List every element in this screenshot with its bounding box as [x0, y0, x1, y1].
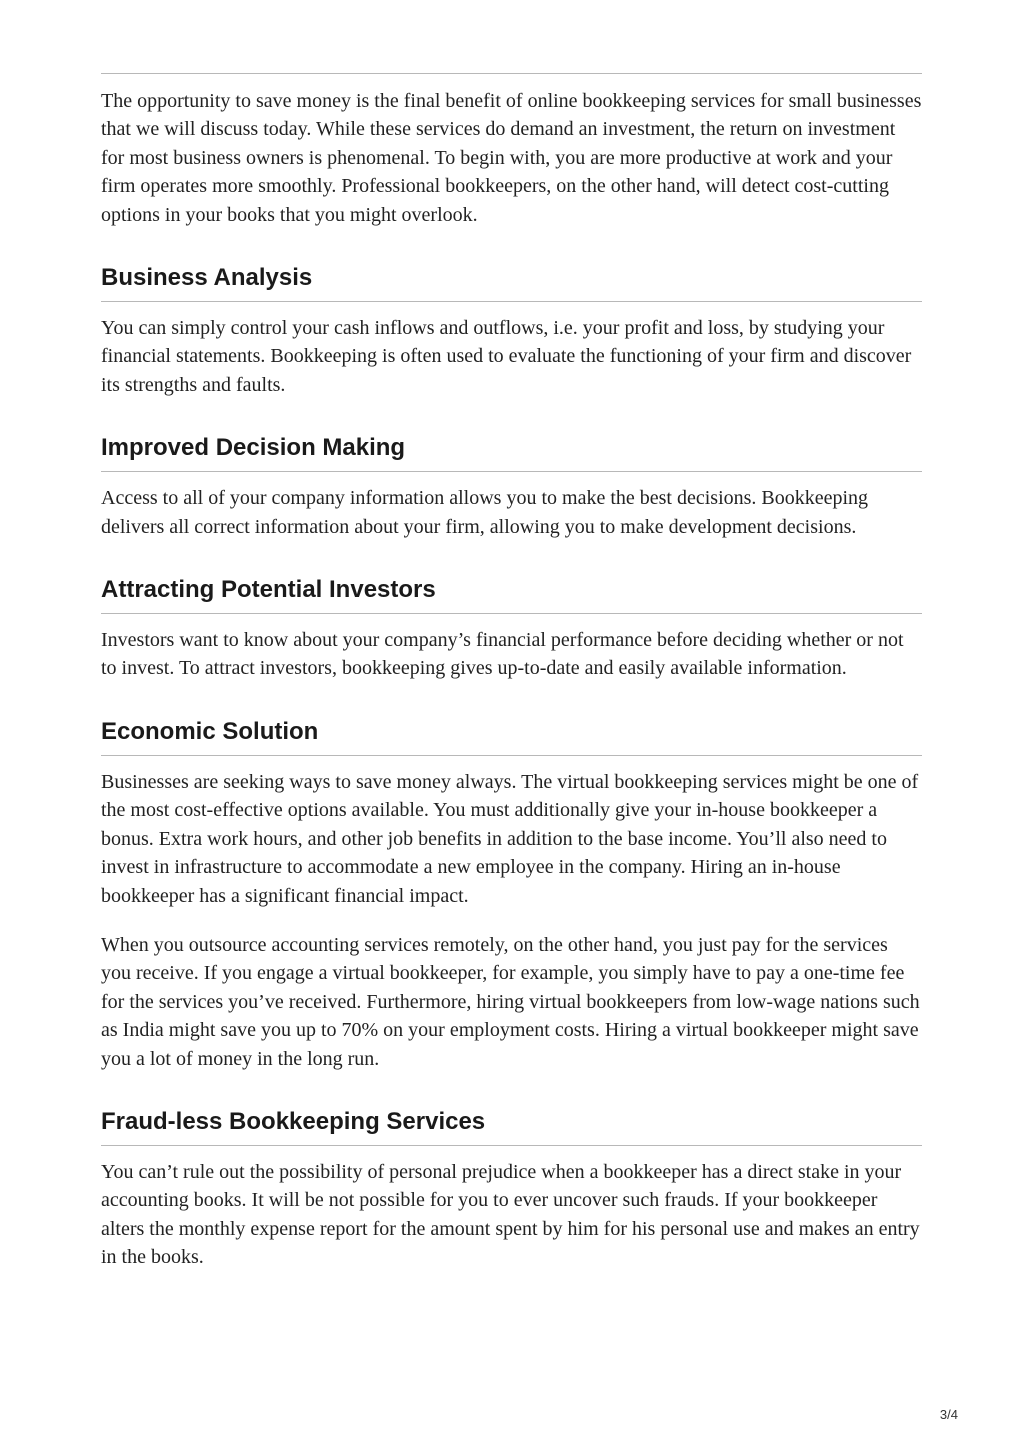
section-paragraph: You can simply control your cash inflows and outflows, i.e. your profit and loss, by studying your financial statements. Bookkeeping is often used to evaluate the functioning of your firm and discover its strengths and faults.	[101, 317, 912, 396]
intro-paragraph: The opportunity to save money is the final benefit of online bookkeeping services for small businesses that we will discuss today. While these services do demand an investment, the return on investment for most business owners is phenomenal. To begin with, you are more productive at work and your firm operates more smoothly. Professional bookkeepers, on the other hand, will detect cost-cutting options in your books that you might overlook.	[101, 90, 922, 226]
section-paragraph: Businesses are seeking ways to save money always. The virtual bookkeeping services might be one of the most cost-effective options available. You must additionally give your in-house bookkeeper a bonus. Extra work hours, and other job benefits in addition to the base income. You’ll also need to invest in infrastructure to accommodate a new employee in the company. Hiring an in-house bookkeeper has a significant financial impact.	[101, 770, 919, 907]
section-improved-decision-making	[101, 433, 922, 541]
section-paragraph: Access to all of your company information allows you to make the best decisions. Bookkeeping delivers all correct information about your firm, allowing you to make development decisions.	[101, 487, 869, 538]
page-number: 3/4	[939, 1407, 958, 1422]
section-paragraph: Investors want to know about your company’s financial performance before deciding whether or not to invest. To attract investors, bookkeeping gives up-to-date and easily available information.	[101, 629, 904, 680]
section-paragraph: When you outsource accounting services remotely, on the other hand, you just pay for the services you receive. If you engage a virtual bookkeeper, for example, you simply have to pay a one-time fee for the services you’ve received. Furthermore, hiring virtual bookkeepers from low-wage nations such as India might save you up to 70% on your employment costs. Hiring a virtual bookkeeper might save you a lot of money in the long run.	[101, 933, 920, 1070]
section-business-analysis	[101, 263, 922, 399]
section-heading: Economic Solution	[101, 717, 319, 745]
section-divider	[101, 1145, 922, 1146]
section-paragraph: You can’t rule out the possibility of personal prejudice when a bookkeeper has a direct stake in your accounting books. It will be not possible for you to ever uncover such frauds. If your bookkeeper alters the monthly expense report for the amount spent by him for his personal use and makes an entry in the books.	[101, 1160, 920, 1269]
section-heading: Attracting Potential Investors	[101, 576, 436, 604]
section-divider	[101, 755, 922, 756]
section-divider	[101, 471, 922, 472]
section-divider	[101, 613, 922, 614]
top-divider	[101, 73, 922, 74]
section-divider	[101, 301, 922, 302]
section-fraud-less-bookkeeping	[101, 1107, 922, 1272]
section-heading: Fraud-less Bookkeeping Services	[101, 1107, 486, 1135]
section-economic-solution	[101, 717, 922, 1073]
section-attracting-potential-investors	[101, 575, 922, 683]
document-body	[101, 73, 922, 1272]
section-heading: Business Analysis	[101, 264, 313, 292]
section-heading: Improved Decision Making	[101, 434, 406, 462]
